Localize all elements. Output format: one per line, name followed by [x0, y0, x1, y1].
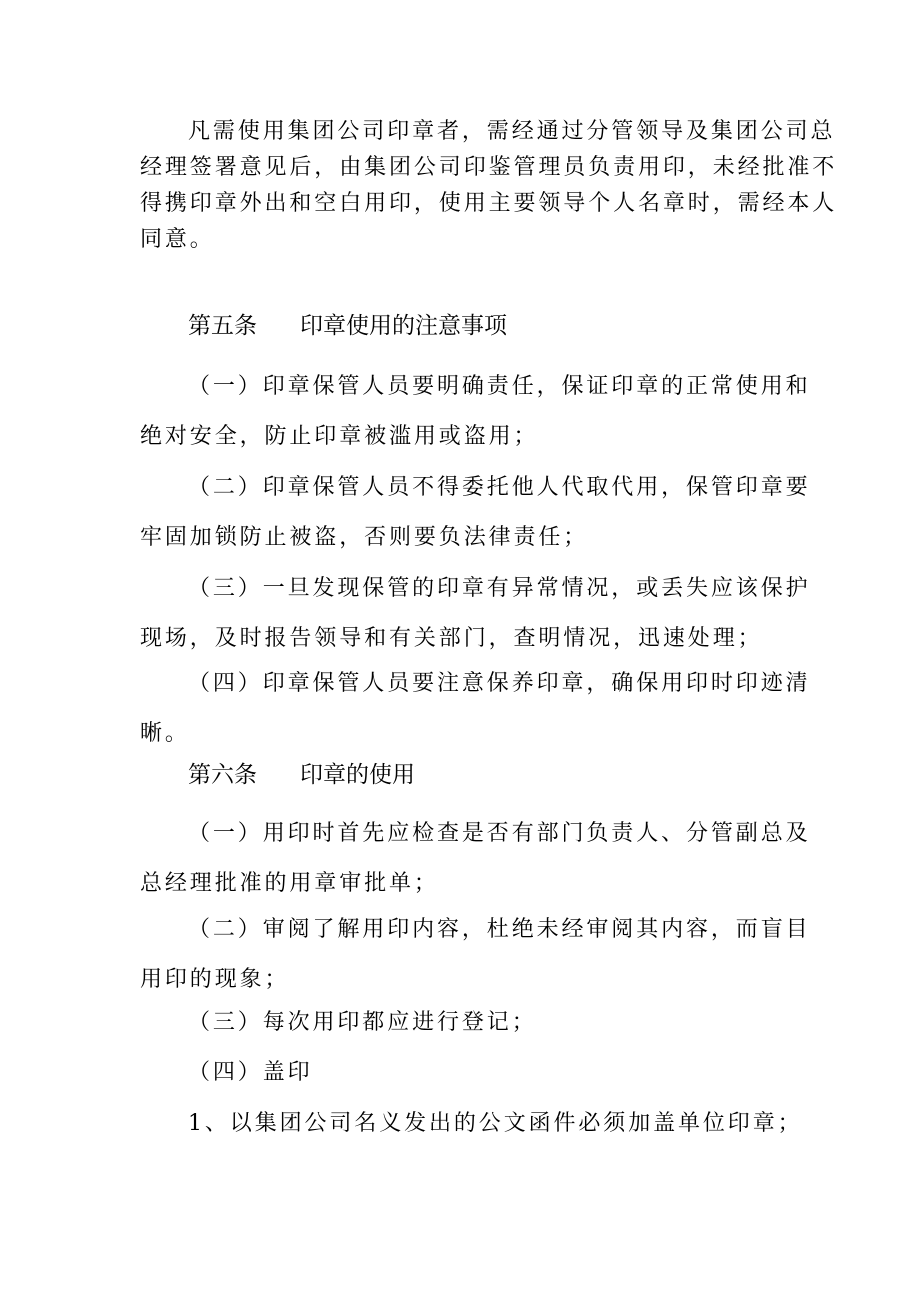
article-5-item-2	[140, 463, 811, 563]
text-line: 绝对安全，防止印章被滥用或盗用；	[140, 424, 539, 449]
article-5-heading	[188, 309, 507, 343]
text-line: 用印的现象；	[140, 967, 290, 992]
text-line: （二）审阅了解用印内容，杜绝未经审阅其内容，而盲目	[188, 917, 811, 942]
text-line: 经理签署意见后，由集团公司印鉴管理员负责用印，未经批准不	[140, 155, 838, 180]
article-title: 印章使用的注意事项	[300, 313, 507, 339]
article-6-subitem-1: 1、以集团公司名义发出的公文函件必须加盖单位印章；	[188, 1111, 803, 1136]
text-line: 同意。	[140, 227, 215, 252]
article-6-heading	[188, 758, 415, 792]
text-line: 晰。	[140, 721, 190, 746]
text-line: （一）印章保管人员要明确责任，保证印章的正常使用和	[188, 374, 811, 399]
text-line: （四）印章保管人员要注意保养印章，确保用印时印迹清	[188, 671, 811, 696]
text-line: （三）一旦发现保管的印章有异常情况，或丢失应该保护	[188, 576, 811, 601]
text-line: 总经理批准的用章审批单；	[140, 871, 439, 896]
article-6-item-2	[140, 905, 811, 1005]
article-number: 第五条	[188, 313, 257, 339]
article-6-item-1	[140, 809, 811, 909]
article-5-item-1	[140, 362, 811, 462]
text-line: 牢固加锁防止被盗，否则要负法律责任；	[140, 525, 589, 550]
paragraph-seal-approval	[140, 114, 838, 258]
article-5-item-3	[140, 564, 811, 664]
article-5-item-4	[140, 659, 811, 759]
article-6-item-4: （四）盖印	[188, 1060, 313, 1085]
article-title: 印章的使用	[300, 762, 415, 788]
text-line: （一）用印时首先应检查是否有部门负责人、分管副总及	[188, 821, 811, 846]
text-line: 凡需使用集团公司印章者，需经通过分管领导及集团公司总	[188, 119, 836, 144]
text-line: 现场，及时报告领导和有关部门，查明情况，迅速处理；	[140, 626, 763, 651]
article-6-item-3: （三）每次用印都应进行登记；	[188, 1010, 537, 1035]
text-line: （二）印章保管人员不得委托他人代取代用，保管印章要	[188, 475, 811, 500]
article-number: 第六条	[188, 762, 257, 788]
text-line: 得携印章外出和空白用印，使用主要领导个人名章时，需经本人	[140, 191, 838, 216]
